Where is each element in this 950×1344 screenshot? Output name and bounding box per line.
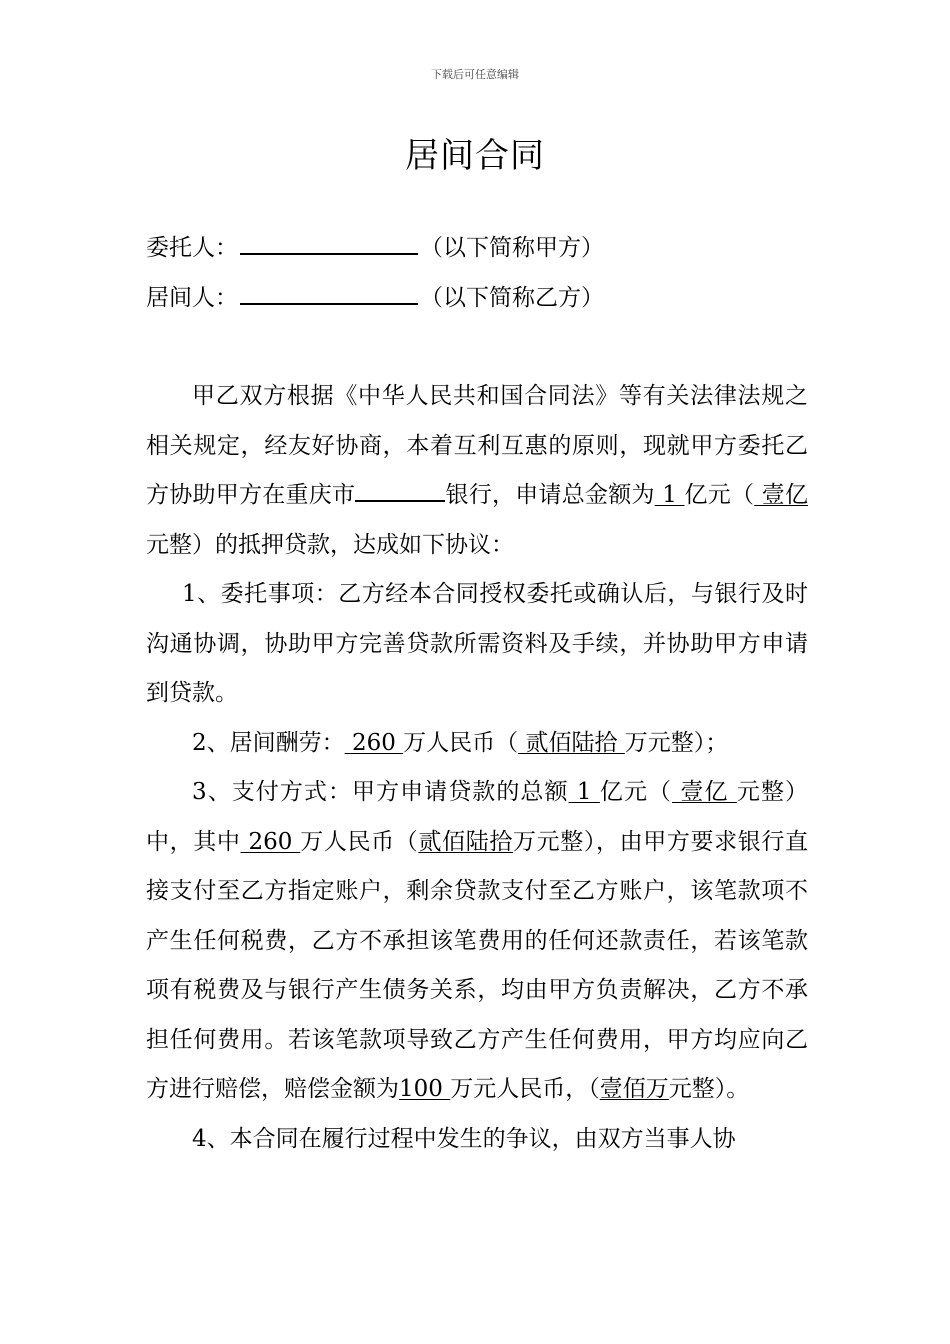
principal-blank — [240, 233, 418, 255]
principal-suffix: （以下简称甲方） — [420, 235, 604, 261]
clause-3-text-6: 万元人民币，（ — [450, 1076, 600, 1102]
clause-1 — [146, 570, 808, 719]
intro-text-3: 亿元（ — [684, 482, 755, 508]
clause-3-text-3: 元整）中，其中 — [146, 779, 809, 855]
clause-3-fee-number: 260 — [240, 828, 301, 855]
header-note: 下载后可任意编辑 — [431, 68, 519, 81]
compensation-words: 壹佰万 — [599, 1076, 669, 1102]
principal-line — [146, 224, 808, 274]
intermediary-blank — [240, 283, 418, 305]
clause-3-loan-words: 壹亿 — [672, 779, 737, 805]
parties-section — [146, 224, 808, 323]
clause-3-text-5: 万元整），由甲方要求银行直接支付至乙方指定账户，剩余贷款支付至乙方账户，该笔款项不产生任何税费，乙方不承担该笔费用的任何还款责任，若该笔款项有税费及与银行产生债务关系，均由甲方负责解决，乙方不承担任何费用。若该笔款项导致乙方产生任何费用，甲方均应向乙方进行赔偿，赔偿金额为 — [146, 828, 809, 1102]
contract-body — [146, 372, 808, 1164]
clause-2-text-1: 2、居间酬劳： — [192, 729, 345, 756]
clause-2 — [146, 719, 808, 769]
intermediary-label: 居间人： — [146, 284, 238, 311]
clause-2-text-3: 万元整）； — [624, 729, 729, 756]
clause-3 — [146, 768, 808, 1115]
intro-text-2: 银行，申请总金额为 — [445, 482, 655, 508]
clause-3-text-4: 万人民币（ — [300, 828, 419, 855]
intro-text-4: 元整）的抵押贷款，达成如下协议： — [146, 531, 514, 558]
clause-3-text-1: 3、支付方式：甲方申请贷款的总额 — [192, 779, 569, 805]
intro-paragraph — [146, 372, 808, 570]
clause-3-fee-words: 贰佰陆拾 — [418, 828, 513, 855]
fee-number: 260 — [344, 729, 404, 756]
compensation-number: 100 — [399, 1076, 451, 1102]
clause-3-text-2: 亿元（ — [599, 779, 673, 805]
loan-amount-words: 壹亿 — [754, 482, 809, 508]
bank-blank — [355, 480, 445, 502]
clause-1-text: 1、委托事项：乙方经本合同授权委托或确认后，与银行及时沟通协调，协助甲方完善贷款所需资料及手续，并协助甲方申请到贷款。 — [146, 581, 808, 706]
document-title: 居间合同 — [405, 136, 545, 176]
intro-text-1: 甲乙双方根据《中华人民共和国合同法》等有关法律法规之相关规定，经友好协商，本着互利互惠的原则，现就甲方委托乙方协助甲方在重庆市 — [146, 383, 808, 508]
intermediary-suffix: （以下简称乙方） — [420, 284, 604, 311]
clause-4 — [146, 1115, 808, 1165]
clause-3-text-7: 元整）。 — [668, 1076, 750, 1102]
clause-3-loan-number: 1 — [568, 779, 600, 805]
intermediary-line — [146, 274, 808, 324]
loan-amount-number: 1 — [654, 482, 685, 508]
fee-words: 贰佰陆拾 — [518, 729, 625, 756]
clause-4-text: 4、本合同在履行过程中发生的争议，由双方当事人协 — [192, 1125, 736, 1152]
clause-2-text-2: 万人民币（ — [403, 729, 519, 756]
principal-label: 委托人： — [146, 235, 238, 261]
